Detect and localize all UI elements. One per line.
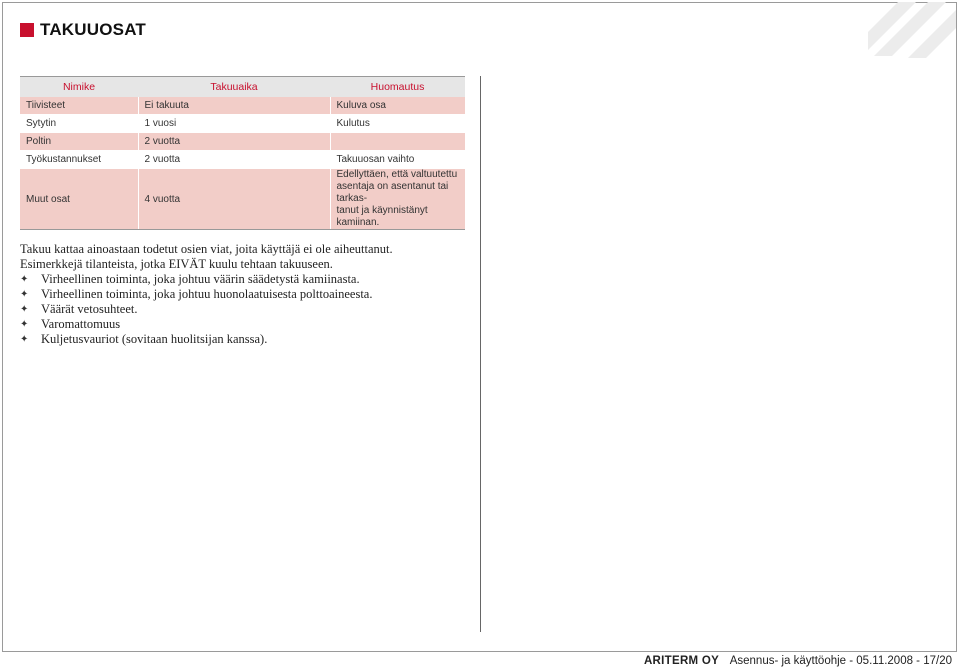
column-header-note: Huomautus xyxy=(330,77,465,98)
warranty-table xyxy=(20,76,465,230)
cell-note xyxy=(330,133,465,151)
column-header-name: Nimike xyxy=(20,77,138,98)
title-marker-icon xyxy=(20,23,34,37)
list-item-text: Väärät vetosuhteet. xyxy=(41,302,138,316)
corner-stripes-icon xyxy=(868,2,956,58)
note-line: tanut ja käynnistänyt kamiinan. xyxy=(336,205,428,228)
bullet-icon: ✦ xyxy=(20,304,29,315)
table-row xyxy=(20,115,465,133)
warranty-text xyxy=(20,242,460,347)
note-line: asentaja on asentanut tai tarkas- xyxy=(336,181,449,204)
cell-period: 4 vuotta xyxy=(138,169,330,230)
column-divider xyxy=(480,76,481,632)
table-row xyxy=(20,97,465,115)
cell-name: Poltin xyxy=(20,133,138,151)
table-row xyxy=(20,133,465,151)
note-line: Edellyttäen, että valtuutettu xyxy=(336,169,458,180)
cell-period: 1 vuosi xyxy=(138,115,330,133)
bullet-icon: ✦ xyxy=(20,289,29,300)
bullet-icon: ✦ xyxy=(20,319,29,330)
cell-name: Tiivisteet xyxy=(20,97,138,115)
intro-paragraph: Takuu kattaa ainoastaan todetut osien viat, joita käyttäjä ei ole aiheuttanut. xyxy=(20,242,393,256)
list-item-text: Virheellinen toiminta, joka johtuu väärin säädetystä kamiinasta. xyxy=(41,272,360,286)
bullet-icon: ✦ xyxy=(20,334,29,345)
exclusion-list xyxy=(20,272,460,347)
list-item-text: Virheellinen toiminta, joka johtuu huonolaatuisesta polttoaineesta. xyxy=(41,287,373,301)
table-header-row xyxy=(20,77,465,98)
list-item-text: Kuljetusvauriot (sovitaan huolitsijan kanssa). xyxy=(41,332,268,346)
list-item xyxy=(20,317,460,332)
page-footer xyxy=(644,655,952,667)
footer-brand: ARITERM OY xyxy=(643,655,720,667)
cell-period: 2 vuotta xyxy=(138,151,330,169)
footer-info: Asennus- ja käyttöohje - 05.11.2008 - 17/20 xyxy=(729,655,952,667)
table-row xyxy=(20,151,465,169)
cell-period: 2 vuotta xyxy=(138,133,330,151)
cell-note: Takuuosan vaihto xyxy=(330,151,465,169)
cell-name: Muut osat xyxy=(20,169,138,230)
column-header-period: Takuuaika xyxy=(138,77,330,98)
cell-note: Kuluva osa xyxy=(330,97,465,115)
table-row xyxy=(20,169,465,230)
cell-name: Työkustannukset xyxy=(20,151,138,169)
list-item xyxy=(20,332,460,347)
examples-heading: Esimerkkejä tilanteista, jotka EIVÄT kuulu tehtaan takuuseen. xyxy=(20,257,333,271)
cell-name: Sytytin xyxy=(20,115,138,133)
title-block xyxy=(20,20,146,40)
cell-period: Ei takuuta xyxy=(138,97,330,115)
list-item xyxy=(20,302,460,317)
cell-note: Kulutus xyxy=(330,115,465,133)
bullet-icon: ✦ xyxy=(20,274,29,285)
list-item xyxy=(20,287,460,302)
page-title: TAKUUOSAT xyxy=(40,20,146,39)
list-item xyxy=(20,272,460,287)
list-item-text: Varomattomuus xyxy=(41,317,121,331)
cell-note xyxy=(330,169,465,230)
